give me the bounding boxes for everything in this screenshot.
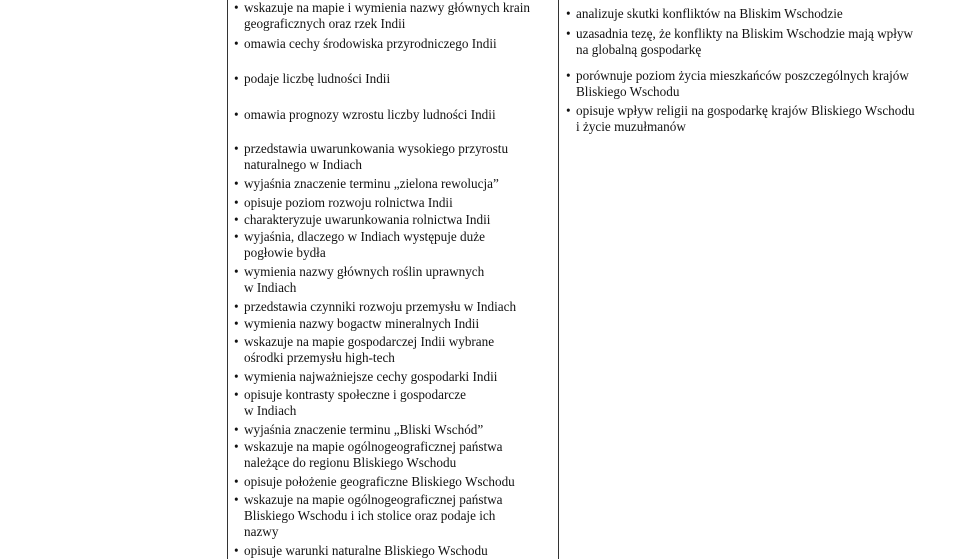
bullet-icon: • <box>234 195 239 210</box>
bullet-text <box>566 26 913 58</box>
bullet-icon: • <box>234 36 239 51</box>
bullet-text-line: opisuje położenie geograficzne Bliskiego Wschodu <box>244 474 515 489</box>
bullet-text-line: wymienia nazwy głównych roślin uprawnych <box>244 264 485 279</box>
bullet-text-line: charakteryzuje uwarunkowania rolnictwa Indii <box>244 212 491 227</box>
bullet-text <box>234 299 516 315</box>
bullet-text-line: w Indiach <box>244 280 297 295</box>
bullet-text-line: wskazuje na mapie ogólnogeograficznej państwa <box>244 439 503 454</box>
bullet-item <box>234 387 466 419</box>
bullet-item <box>234 212 490 228</box>
bullet-text-line: przedstawia uwarunkowania wysokiego przyrostu <box>244 141 509 156</box>
bullet-icon: • <box>566 68 571 83</box>
bullet-text <box>234 212 490 228</box>
bullet-text <box>234 474 515 490</box>
bullet-text <box>234 316 479 332</box>
bullet-text-line: wskazuje na mapie ogólnogeograficznej państwa <box>244 492 503 507</box>
bullet-text <box>234 492 503 540</box>
bullet-text-line: wskazuje na mapie gospodarczej Indii wybrane <box>244 334 495 349</box>
bullet-text-line: omawia cechy środowiska przyrodniczego Indii <box>244 36 497 51</box>
bullet-text-line: wymienia najważniejsze cechy gospodarki Indii <box>244 369 498 384</box>
bullet-icon: • <box>234 299 239 314</box>
bullet-icon: • <box>234 334 239 349</box>
bullet-icon: • <box>234 264 239 279</box>
bullet-text-line: wskazuje na mapie i wymienia nazwy głównych krain <box>244 0 531 15</box>
bullet-item <box>234 299 516 315</box>
bullet-text-line: podaje liczbę ludności Indii <box>244 71 391 86</box>
bullet-text-line: analizuje skutki konfliktów na Bliskim Wschodzie <box>576 6 843 21</box>
bullet-item <box>234 474 515 490</box>
bullet-text <box>234 387 466 419</box>
bullet-item <box>566 68 909 100</box>
bullet-icon: • <box>234 387 239 402</box>
bullet-text-line: Bliskiego Wschodu <box>576 84 680 99</box>
bullet-text <box>234 195 453 211</box>
bullet-text-line: opisuje warunki naturalne Bliskiego Wschodu <box>244 543 488 558</box>
bullet-item <box>234 422 483 438</box>
bullet-item <box>234 369 497 385</box>
bullet-text-line: naturalnego w Indiach <box>244 157 362 172</box>
bullet-icon: • <box>566 103 571 118</box>
bullet-text-line: przedstawia czynniki rozwoju przemysłu w Indiach <box>244 299 517 314</box>
table-left-border <box>227 0 228 559</box>
bullet-icon: • <box>234 229 239 244</box>
bullet-text <box>234 369 497 385</box>
bullet-icon: • <box>234 212 239 227</box>
bullet-text-line: na globalną gospodarkę <box>576 42 702 57</box>
bullet-text <box>234 229 485 261</box>
bullet-text <box>234 0 530 32</box>
bullet-text <box>234 264 484 296</box>
bullet-text-line: porównuje poziom życia mieszkańców poszczególnych krajów <box>576 68 909 83</box>
bullet-text <box>234 543 488 559</box>
bullet-text <box>566 103 915 135</box>
bullet-item <box>234 543 488 559</box>
bullet-text-line: ośrodki przemysłu high-tech <box>244 350 395 365</box>
bullet-item <box>566 103 915 135</box>
bullet-item <box>234 316 479 332</box>
bullet-icon: • <box>566 6 571 21</box>
bullet-text-line: opisuje kontrasty społeczne i gospodarcze <box>244 387 466 402</box>
bullet-item <box>234 71 390 87</box>
bullet-item <box>566 26 913 58</box>
bullet-text <box>566 68 909 100</box>
bullet-item <box>234 439 503 471</box>
bullet-icon: • <box>234 141 239 156</box>
bullet-text-line: nazwy <box>244 524 279 539</box>
bullet-icon: • <box>234 369 239 384</box>
bullet-text-line: Bliskiego Wschodu i ich stolice oraz podaje ich <box>244 508 496 523</box>
bullet-icon: • <box>566 26 571 41</box>
bullet-text-line: w Indiach <box>244 403 297 418</box>
bullet-text-line: opisuje wpływ religii na gospodarkę krajów Bliskiego Wschodu <box>576 103 915 118</box>
bullet-item <box>234 107 496 123</box>
bullet-item <box>234 334 494 366</box>
bullet-text <box>566 6 843 22</box>
bullet-icon: • <box>234 439 239 454</box>
bullet-text <box>234 141 508 173</box>
bullet-text-line: wymienia nazwy bogactw mineralnych Indii <box>244 316 480 331</box>
bullet-text <box>234 36 497 52</box>
bullet-text-line: wyjaśnia znaczenie terminu „zielona rewolucja” <box>244 176 499 191</box>
bullet-icon: • <box>234 422 239 437</box>
bullet-text-line: i życie muzułmanów <box>576 119 686 134</box>
bullet-text-line: opisuje poziom rozwoju rolnictwa Indii <box>244 195 453 210</box>
bullet-item <box>234 264 484 296</box>
bullet-icon: • <box>234 0 239 15</box>
bullet-item <box>234 36 497 52</box>
bullet-item <box>234 141 508 173</box>
bullet-icon: • <box>234 474 239 489</box>
bullet-text <box>234 334 494 366</box>
bullet-text <box>234 439 503 471</box>
bullet-text-line: uzasadnia tezę, że konflikty na Bliskim Wschodzie mają wpływ <box>576 26 914 41</box>
bullet-item <box>234 492 503 540</box>
bullet-item <box>234 229 485 261</box>
bullet-text-line: wyjaśnia, dlaczego w Indiach występuje duże <box>244 229 485 244</box>
bullet-item <box>234 176 499 192</box>
bullet-icon: • <box>234 316 239 331</box>
bullet-item <box>234 0 530 32</box>
bullet-text-line: wyjaśnia znaczenie terminu „Bliski Wschód” <box>244 422 484 437</box>
bullet-text-line: pogłowie bydła <box>244 245 326 260</box>
bullet-item <box>234 195 453 211</box>
bullet-icon: • <box>234 71 239 86</box>
bullet-text <box>234 176 499 192</box>
bullet-text-line: omawia prognozy wzrostu liczby ludności Indii <box>244 107 496 122</box>
bullet-item <box>566 6 843 22</box>
bullet-icon: • <box>234 543 239 558</box>
bullet-icon: • <box>234 107 239 122</box>
bullet-text <box>234 422 483 438</box>
bullet-text-line: geograficznych oraz rzek Indii <box>244 16 406 31</box>
bullet-icon: • <box>234 176 239 191</box>
table-middle-divider <box>558 0 559 559</box>
bullet-text <box>234 71 390 87</box>
bullet-text <box>234 107 496 123</box>
bullet-icon: • <box>234 492 239 507</box>
bullet-text-line: należące do regionu Bliskiego Wschodu <box>244 455 457 470</box>
